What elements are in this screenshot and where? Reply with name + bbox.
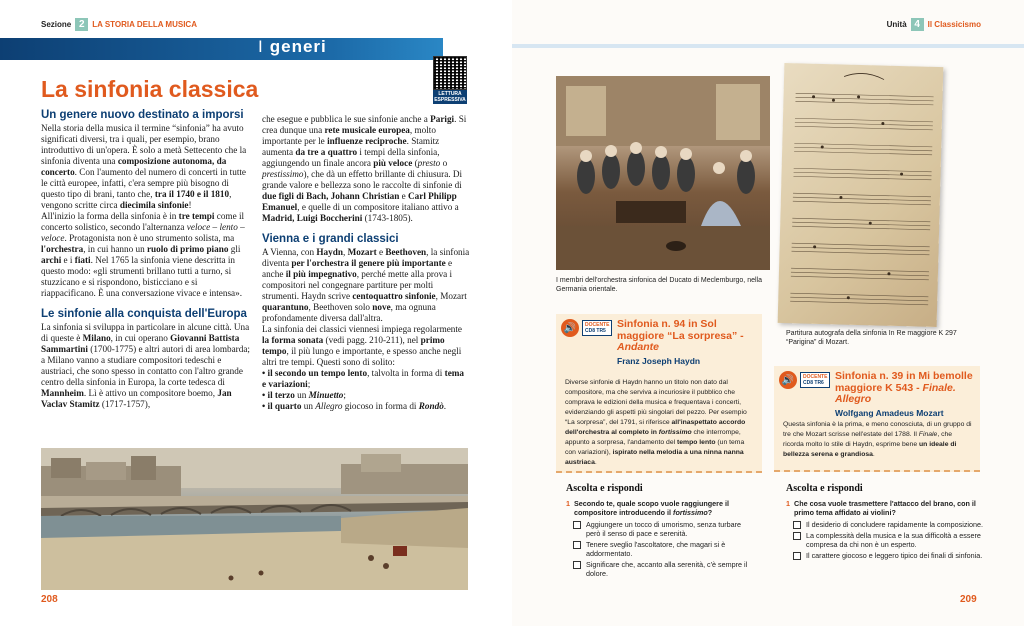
- tempo-list: [262, 368, 470, 412]
- paragraph: All'inizio la forma della sinfonia è in tre tempi come il concerto solistico, secondo l'alternanza veloce – lento – veloce. Protagonista non è uno strumento solista, ma l'orchestra, in cui hanno un ruolo di primo piano gli archi e i fiati. Nel 1765 la sinfonia viene descritta in questo modo: «gli strumenti brillano tutti a turno, si stuzzicano e si rispondono, bisticciano e si riappacificano. È una conversazione vivace e intensa».: [41, 211, 245, 298]
- unit-number: 4: [911, 18, 924, 31]
- checkbox[interactable]: [573, 561, 581, 569]
- section-header: [41, 18, 197, 31]
- question-number: 1: [566, 499, 570, 508]
- checkbox[interactable]: [793, 532, 801, 540]
- track-tag: [582, 320, 612, 336]
- listening-box-mozart: [774, 366, 980, 472]
- piece-title: Sinfonia n. 39 in Mi bemolle maggiore K 543 - Finale. Allegro: [835, 370, 973, 405]
- option-label: Il desiderio di concludere rapidamente la composizione.: [806, 520, 983, 529]
- genre-text: generi: [269, 37, 327, 56]
- unit-header: [887, 18, 981, 31]
- quiz-option[interactable]: [786, 531, 986, 549]
- listening-text: Diverse sinfonie di Haydn hanno un titolo non dato dal compositore, ma che serviva a incuriosire il pubblico che comprava le edizioni della musica e frequentava i concerti, evidenziando gli aspetti più singolari del pezzo. Per esempio “La sorpresa”, del 1791, si riferisce all'inaspettato accordo dell'orchestra al completo in fortissimo che interrompe, appunto a sorpresa, l'andamento del tempo lento (un tema con variazioni), ispirato nella melodia a una ninna nanna austriaca.: [565, 379, 747, 466]
- track-tag: [800, 372, 830, 388]
- quiz-haydn: [566, 484, 756, 580]
- genre-label: [258, 37, 327, 57]
- text-column-2: [262, 114, 470, 412]
- track-tag-code: CD8 TR5: [585, 328, 606, 334]
- paragraph: A Vienna, con Haydn, Mozart e Beethoven, la sinfonia diventa per l'orchestra il genere più importante e anche il più impegnativo, perché mette alla prova i compositori nel congegnare partiture per molti strumenti. Haydn scrive centoquattro sinfonie, Mozart quarantuno, Beethoven solo nove, ma ognuna profondamente diversa dall'altra.: [262, 247, 470, 323]
- section-title: LA STORIA DELLA MUSICA: [92, 20, 197, 29]
- page-number-right: 209: [960, 594, 977, 605]
- quiz-option[interactable]: [566, 520, 756, 538]
- option-label: Tenere sveglio l'ascoltatore, che magari si è addormentato.: [586, 540, 726, 558]
- subheading-genre-new: Un genere nuovo destinato a imporsi: [41, 109, 244, 121]
- question-number: 1: [786, 499, 790, 508]
- tempo-list-item: • il secondo un tempo lento, talvolta in forma di tema e variazioni;: [262, 368, 470, 390]
- composer-name: Franz Joseph Haydn: [617, 355, 701, 366]
- mozart-score-image: [778, 63, 944, 327]
- quiz-mozart: [786, 484, 986, 562]
- track-tag-label: DOCENTE: [585, 322, 610, 328]
- paragraph: Nella storia della musica il termine “sinfonia” ha avuto significati diversi, tra i quali, per esempio, brano introduttivo di un'opera. È solo a metà Settecento che la sinfonia diventa una composizione autonoma, da concerto. Con l'aumento del numero di concerti in tutte le città europee, infatti, c'era sempre più bisogno di questo tipo di brani, tanto che, tra il 1740 e il 1810, vengono scritte circa diecimila sinfonie!: [41, 123, 247, 210]
- seine-illustration: [41, 448, 468, 590]
- unit-label: Unità: [886, 20, 907, 29]
- quiz-options: [566, 520, 756, 578]
- orchestra-painting: [556, 76, 770, 270]
- option-label: Significare che, accanto alla serenità, c'è sempre il dolore.: [586, 560, 748, 578]
- checkbox[interactable]: [793, 552, 801, 560]
- quiz-question: [566, 499, 756, 517]
- option-label: Il carattere giocoso e leggero tipico dei finali di sinfonia.: [806, 551, 983, 560]
- page-title: La sinfonia classica: [41, 76, 259, 102]
- qr-tag-line2: ESPRESSIVA: [434, 97, 466, 103]
- paragraph: La sinfonia dei classici viennesi impiega regolarmente la forma sonata (vedi pagg. 210-211), nel primo tempo, il più lungo e importante, e spesso anche negli altri tre tempi. Questi sono di solito:: [262, 324, 463, 367]
- qr-tag: [433, 90, 467, 104]
- speaker-icon[interactable]: 🔊: [779, 371, 797, 389]
- listening-text: Questa sinfonia è la prima, e meno conosciuta, di un gruppo di tre che Mozart scrisse nell'estate del 1788. Il Finale, che ricorda molto lo stile di Haydn, esprime bene un ideale di bellezza serena e grandiosa.: [783, 421, 972, 458]
- subheading-vienna: Vienna e i grandi classici: [262, 233, 399, 245]
- quiz-heading: Ascolta e rispondi: [786, 483, 863, 494]
- audio-badge[interactable]: [779, 371, 830, 389]
- quiz-option[interactable]: [786, 551, 986, 560]
- tempo-list-item: • il quarto un Allegro giocoso in forma di Rondò.: [262, 401, 470, 412]
- qr-code[interactable]: [433, 56, 467, 104]
- piece-title: Sinfonia n. 94 in Sol maggiore “La sorpresa” - Andante: [617, 318, 744, 353]
- listening-title: [617, 319, 760, 367]
- quiz-option[interactable]: [566, 560, 756, 578]
- option-label: La complessità della musica e la sua difficoltà a essere compresa da chi non è un esperto.: [806, 531, 981, 549]
- paragraph: che esegue e pubblica le sue sinfonie anche a Parigi. Si crea dunque una rete musicale europea, molto importante per le influenze reciproche. Stamitz aumenta da tre a quattro i tempi della sinfonia, aggiungendo un finale ancora più veloce (presto o prestissimo), che dà un effetto brillante di chiusura. Di grande valore e bellezza sono le raccolte di sinfonie di due figli di Bach, Johann Christian e Carl Philipp Emanuel, e quelle di un compositore italiano attivo a Madrid, Luigi Boccherini (1743-1805).: [262, 114, 467, 223]
- paragraph: La sinfonia si sviluppa in particolare in alcune città. Una di queste è Milano, in cui operano Giovanni Battista Sammartini (1700-1775) e altri autori di area lombarda; a Milano vanno a studiare compositori tedeschi e austriaci, che sono spesso in contatto con l'altro grande centro della sinfonia in Europa, la corte tedesca di Mannheim. Lì è attivo un compositore boemo, Jan Vaclav Stamitz (1717-1757),: [41, 322, 250, 409]
- subheading-europe: Le sinfonie alla conquista dell'Europa: [41, 308, 247, 320]
- composer-name: Wolfgang Amadeus Mozart: [835, 407, 944, 418]
- checkbox[interactable]: [793, 521, 801, 529]
- question-text: Che cosa vuole trasmettere l'attacco del brano, con il primo tema affidato ai violini?: [794, 499, 976, 517]
- checkbox[interactable]: [573, 521, 581, 529]
- score-illustration: [778, 63, 944, 327]
- section-label: Sezione: [41, 20, 72, 29]
- genre-band: [0, 38, 443, 60]
- listening-title: [835, 371, 978, 419]
- orchestra-illustration: [556, 76, 770, 270]
- audio-badge[interactable]: [561, 319, 612, 337]
- speaker-icon[interactable]: 🔊: [561, 319, 579, 337]
- qr-tag-line1: LETTURA: [438, 91, 462, 97]
- checkbox[interactable]: [573, 541, 581, 549]
- quiz-heading: Ascolta e rispondi: [566, 483, 643, 494]
- right-band: [512, 44, 1024, 48]
- section-number: 2: [75, 18, 88, 31]
- text-column-1: [41, 110, 253, 410]
- quiz-option[interactable]: [566, 540, 756, 558]
- qr-code-icon: [433, 56, 467, 90]
- orchestra-caption: I membri dell'orchestra sinfonica del Ducato di Meclemburgo, nella Germania orientale.: [556, 277, 762, 293]
- quiz-question: [786, 499, 986, 517]
- option-label: Aggiungere un tocco di umorismo, senza turbare però il senso di pace e serenità.: [586, 520, 742, 538]
- genre-bar: I: [258, 37, 264, 56]
- seine-bridge-painting: [41, 448, 468, 590]
- quiz-option[interactable]: [786, 520, 986, 529]
- unit-title: Il Classicismo: [927, 20, 981, 29]
- question-text: Secondo te, quale scopo vuole raggiungere il compositore introducendo il fortissimo?: [574, 499, 729, 517]
- track-tag-code: CD8 TR6: [803, 380, 824, 386]
- quiz-options: [786, 520, 986, 560]
- track-tag-label: DOCENTE: [803, 374, 828, 380]
- tempo-list-item: • il terzo un Minuetto;: [262, 390, 470, 401]
- score-caption: Partitura autografa della sinfonia In Re maggiore K 297 “Parigina” di Mozart.: [786, 330, 957, 346]
- listening-box-haydn: [556, 314, 762, 473]
- page-number-left: 208: [41, 594, 58, 605]
